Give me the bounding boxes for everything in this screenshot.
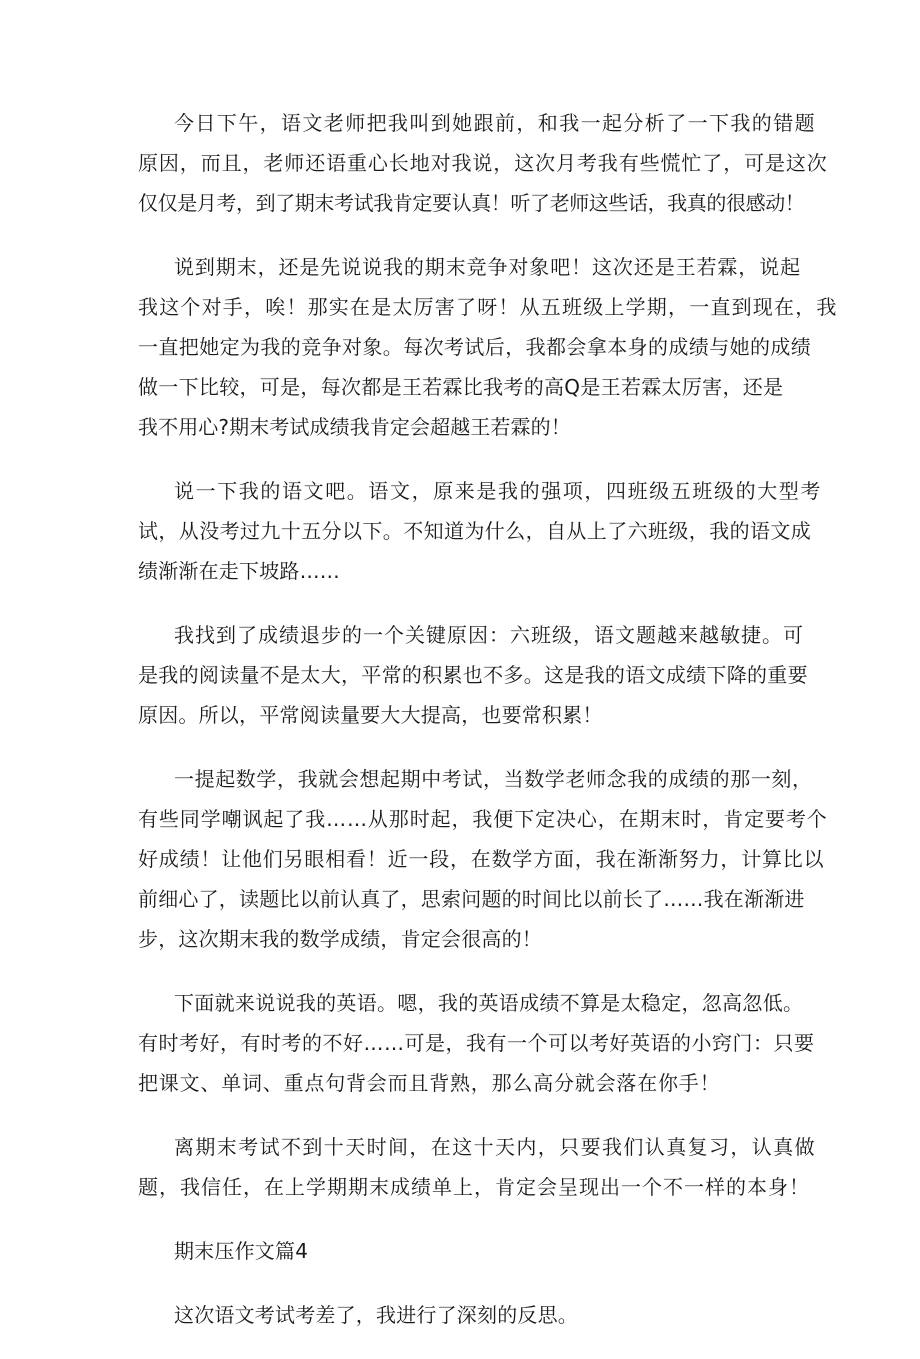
paragraph — [138, 471, 822, 591]
paragraph-line: 原因。所以，平常阅读量要大大提高，也要常积累！ — [138, 703, 603, 727]
paragraph-line: 一直把她定为我的竞争对象。每次考试后，我都会拿本身的成绩与她的成绩 — [138, 335, 812, 359]
paragraph-line: 原因，而且，老师还语重心长地对我说，这次月考我有些慌忙了，可是这次 — [138, 151, 828, 175]
section-heading-text: 期末压作文篇4 — [174, 1239, 309, 1263]
paragraph-line: 绩渐渐在走下坡路…… — [138, 559, 340, 583]
paragraph — [138, 103, 828, 223]
paragraph — [138, 759, 828, 959]
paragraph-line: 今日下午，语文老师把我叫到她跟前，和我一起分析了一下我的错题 — [174, 111, 816, 135]
paragraph — [138, 615, 808, 735]
paragraph — [138, 1127, 816, 1207]
document-body — [138, 103, 838, 1359]
paragraph-line: 步，这次期末我的数学成绩，肯定会很高的！ — [138, 927, 542, 951]
paragraph-line: 我不用心?期末考试成绩我肯定会超越王若霖的！ — [138, 415, 571, 439]
paragraph — [138, 983, 815, 1103]
paragraph-line: 有时考好，有时考的不好……可是，我有一个可以考好英语的小窍门：只要 — [138, 1031, 815, 1055]
paragraph-line: 这次语文考试考差了，我进行了深刻的反思。 — [174, 1303, 578, 1327]
paragraph-line: 有些同学嘲讽起了我……从那时起，我便下定决心，在期末时，肯定要考个 — [138, 807, 828, 831]
paragraph-line: 把课文、单词、重点句背会而且背熟，那么高分就会落在你手！ — [138, 1071, 721, 1095]
paragraph-line: 做一下比较，可是，每次都是王若霖比我考的高Q是王若霖太厉害，还是 — [138, 375, 784, 399]
paragraph-line: 试，从没考过九十五分以下。不知道为什么，自从上了六班级，我的语文成 — [138, 519, 812, 543]
paragraph-line: 前细心了，读题比以前认真了，思索问题的时间比以前长了……我在渐渐进 — [138, 887, 805, 911]
section-heading — [138, 1231, 808, 1271]
paragraph-line: 下面就来说说我的英语。嗯，我的英语成绩不算是太稳定，忽高忽低。 — [174, 991, 804, 1015]
paragraph — [138, 1295, 808, 1335]
paragraph — [138, 247, 838, 447]
paragraph-line: 离期末考试不到十天时间，在这十天内，只要我们认真复习，认真做 — [174, 1135, 816, 1159]
paragraph-line: 仅仅是月考，到了期末考试我肯定要认真！听了老师这些话，我真的很感动！ — [138, 191, 805, 215]
paragraph-line: 是我的阅读量不是太大，平常的积累也不多。这是我的语文成绩下降的重要 — [138, 663, 808, 687]
paragraph-line: 说到期末，还是先说说我的期末竞争对象吧！这次还是王若霖，说起 — [174, 255, 801, 279]
paragraph-line: 我这个对手，唉！那实在是太厉害了呀！从五班级上学期，一直到现在，我 — [138, 295, 838, 319]
paragraph-line: 好成绩！让他们另眼相看！近一段，在数学方面，我在渐渐努力，计算比以 — [138, 847, 825, 871]
paragraph-line: 题，我信任，在上学期期末成绩单上，肯定会呈现出一个不一样的本身！ — [138, 1175, 810, 1199]
paragraph-line: 一提起数学，我就会想起期中考试，当数学老师念我的成绩的那一刻， — [174, 767, 813, 791]
paragraph-line: 我找到了成绩退步的一个关键原因：六班级，语文题越来越敏捷。可 — [174, 623, 804, 647]
paragraph-line: 说一下我的语文吧。语文，原来是我的强项，四班级五班级的大型考 — [174, 479, 822, 503]
